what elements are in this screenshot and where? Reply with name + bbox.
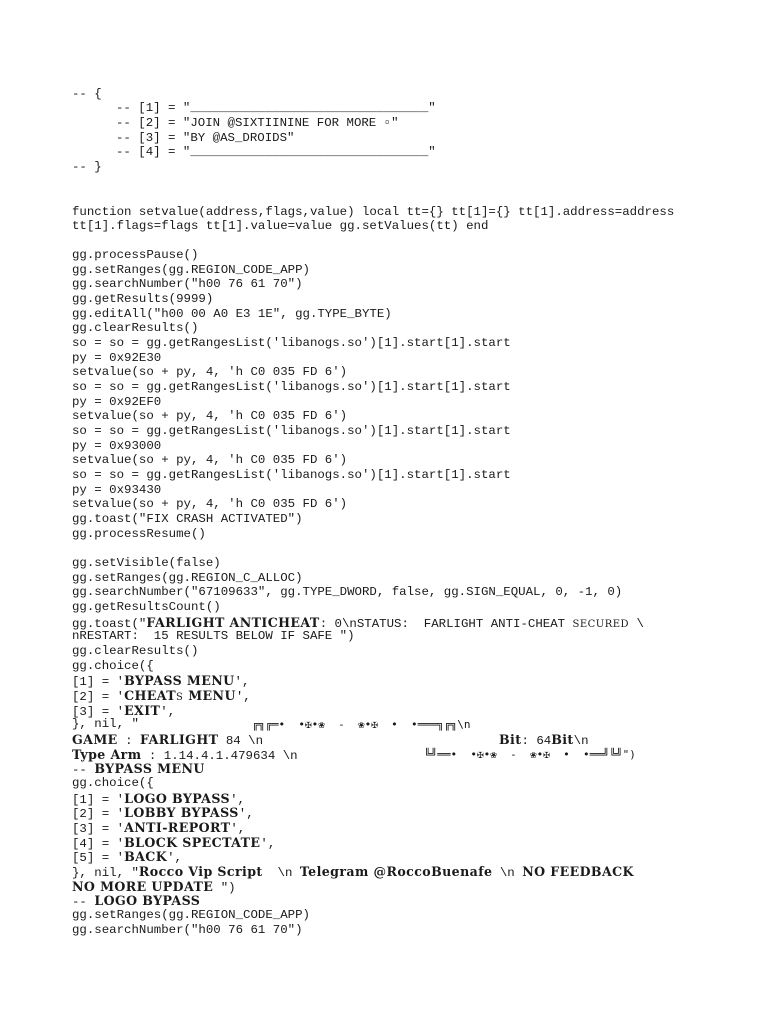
menu-item: [72, 849, 182, 864]
code-line: tt[1].flags=flags tt[1].value=value gg.setValues(tt) end: [72, 219, 489, 233]
type-value: : 1.14.4.1.479634 \n: [141, 749, 298, 763]
line-end: "): [213, 881, 236, 895]
toast-bold: FARLIGHT ANTICHEAT: [146, 615, 320, 630]
menu-item: [72, 805, 254, 820]
section-title: BYPASS MENU: [94, 761, 205, 776]
nil-line: }, nil, ": [72, 717, 139, 731]
code-line: gg.choice({: [72, 776, 154, 790]
bit-label-2: Bit: [551, 732, 574, 747]
menu-item-post: ',: [160, 705, 176, 719]
menu-item: [72, 673, 249, 688]
menu-item-pre: [4] = ': [72, 837, 125, 851]
code-line: so = so = gg.getRangesList('libanogs.so')[1].start[1].start: [72, 336, 511, 350]
menu-item: [72, 835, 275, 850]
comment-item: -- [2] = "JOIN @SIXTIININE FOR MORE ▫": [116, 116, 399, 130]
game-line: [72, 732, 263, 747]
comment-item: -- [1] = "________________________________": [116, 101, 436, 115]
comment-prefix: --: [72, 895, 95, 909]
code-line: setvalue(so + py, 4, 'h C0 035 FD 6'): [72, 453, 348, 467]
comment-item: -- [4] = "________________________________": [116, 145, 436, 159]
telegram-handle: Telegram @RoccoBuenafe: [299, 864, 493, 879]
code-line: gg.toast("FIX CRASH ACTIVATED"): [72, 512, 303, 526]
menu-item-label: CHEAT: [124, 688, 177, 703]
type-label: Type Arm: [72, 747, 142, 762]
menu-item-label-2: MENU: [183, 688, 236, 703]
nil-line-2: [72, 864, 634, 879]
menu-item-pre: [2] = ': [72, 690, 125, 704]
code-line: gg.searchNumber("h00 76 61 70"): [72, 923, 303, 937]
comment-prefix: --: [72, 763, 95, 777]
menu-item-label: LOBBY BYPASS: [124, 805, 239, 820]
section-title: LOGO BYPASS: [94, 893, 201, 908]
code-line: gg.clearResults(): [72, 321, 199, 335]
menu-item-pre: [1] = ': [72, 793, 125, 807]
menu-item: [72, 703, 175, 718]
bit-value: : 64: [521, 734, 552, 748]
code-line: setvalue(so + py, 4, 'h C0 035 FD 6'): [72, 497, 348, 511]
code-line: gg.searchNumber("67109633", gg.TYPE_DWORD, false, gg.SIGN_EQUAL, 0, -1, 0): [72, 585, 623, 599]
menu-item-pre: [2] = ': [72, 807, 125, 821]
code-line: gg.clearResults(): [72, 644, 199, 658]
menu-item: [72, 820, 245, 835]
menu-item: [72, 791, 245, 806]
bit-label: Bit: [499, 732, 522, 747]
code-line: gg.processResume(): [72, 527, 206, 541]
menu-item-pre: [3] = ': [72, 822, 125, 836]
code-line: gg.setRanges(gg.REGION_CODE_APP): [72, 263, 310, 277]
code-line: gg.getResultsCount(): [72, 600, 221, 614]
code-line: gg.setRanges(gg.REGION_C_ALLOC): [72, 571, 303, 585]
menu-item-pre: [3] = ': [72, 705, 125, 719]
code-line: gg.getResults(9999): [72, 292, 214, 306]
code-line: setvalue(so + py, 4, 'h C0 035 FD 6'): [72, 365, 348, 379]
toast-line: [72, 615, 644, 630]
no-more-update-text: NO MORE UPDATE: [72, 879, 214, 894]
code-line: py = 0x93000: [72, 439, 162, 453]
comment-item: -- [3] = "BY @AS_DROIDS": [116, 131, 295, 145]
newline-escape: \n: [492, 866, 523, 880]
toast-small: SECURED: [572, 619, 630, 630]
code-line: py = 0x92EF0: [72, 395, 162, 409]
toast-line-2: nRESTART: 15 RESULTS BELOW IF SAFE "): [72, 629, 355, 643]
section-comment: [72, 893, 200, 908]
toast-mid: : 0\nSTATUS: FARLIGHT ANTI-CHEAT: [319, 617, 573, 631]
menu-item-label: EXIT: [124, 703, 161, 718]
code-line: py = 0x92E30: [72, 351, 162, 365]
code-line: gg.processPause(): [72, 248, 199, 262]
section-comment: [72, 761, 205, 776]
game-suffix: 84 \n: [218, 734, 264, 748]
menu-item-pre: [1] = ': [72, 675, 125, 689]
code-line: so = so = gg.getRangesList('libanogs.so')[1].start[1].start: [72, 468, 511, 482]
menu-item-post: ',: [230, 822, 246, 836]
menu-item-post: ',: [235, 690, 251, 704]
menu-item-post: ',: [260, 837, 276, 851]
code-line: gg.searchNumber("h00 76 61 70"): [72, 277, 303, 291]
menu-item-post: ',: [167, 851, 182, 865]
code-line: setvalue(so + py, 4, 'h C0 035 FD 6'): [72, 409, 348, 423]
menu-item-small: S: [176, 692, 184, 703]
menu-item-pre: [5] = ': [72, 851, 125, 865]
code-line: so = so = gg.getRangesList('libanogs.so')[1].start[1].start: [72, 380, 511, 394]
bit-suffix: \n: [573, 734, 589, 748]
newline-escape: \n: [262, 866, 300, 880]
toast-end: \: [629, 617, 644, 631]
code-line: gg.setRanges(gg.REGION_CODE_APP): [72, 908, 310, 922]
menu-item-label: BACK: [124, 849, 168, 864]
decorative-border-bottom: ╚╝══• •✠•❀ - ❀•✠ • •══╝╚╝"): [424, 748, 636, 761]
menu-item-label: LOGO BYPASS: [124, 791, 231, 806]
code-line: py = 0x93430: [72, 483, 162, 497]
code-line: function setvalue(address,flags,value) local tt={} tt[1]={} tt[1].address=address: [72, 205, 675, 219]
code-line: gg.setVisible(false): [72, 556, 221, 570]
nil-line-2b: [72, 879, 236, 894]
type-line: [72, 747, 298, 762]
comment-close: -- }: [72, 160, 102, 174]
menu-item-label: ANTI-REPORT: [124, 820, 231, 835]
no-feedback-text: NO FEEDBACK: [522, 864, 634, 879]
decorative-border-top: ╔╗╔═• •✠•❀ - ❀•✠ • •═══╗╔╗\n: [252, 718, 471, 731]
toast-prefix: gg.toast(": [72, 617, 147, 631]
comment-open: -- {: [72, 87, 102, 101]
nil-prefix: }, nil, ": [72, 866, 139, 880]
game-sep: :: [117, 734, 140, 748]
game-name: FARLIGHT: [139, 732, 219, 747]
menu-item: [72, 688, 251, 703]
code-line: gg.editAll("h00 00 A0 E3 1E", gg.TYPE_BYTE): [72, 307, 392, 321]
menu-item-label: BLOCK SPECTATE: [124, 835, 261, 850]
code-line: so = so = gg.getRangesList('libanogs.so')[1].start[1].start: [72, 424, 511, 438]
code-line: gg.choice({: [72, 659, 154, 673]
menu-item-post: ',: [234, 675, 250, 689]
menu-item-post: ',: [238, 807, 254, 821]
script-name: Rocco Vip Script: [138, 864, 263, 879]
menu-item-label: BYPASS MENU: [124, 673, 235, 688]
menu-item-post: ',: [230, 793, 245, 807]
bit-line: [499, 732, 589, 747]
game-label: GAME: [72, 732, 118, 747]
